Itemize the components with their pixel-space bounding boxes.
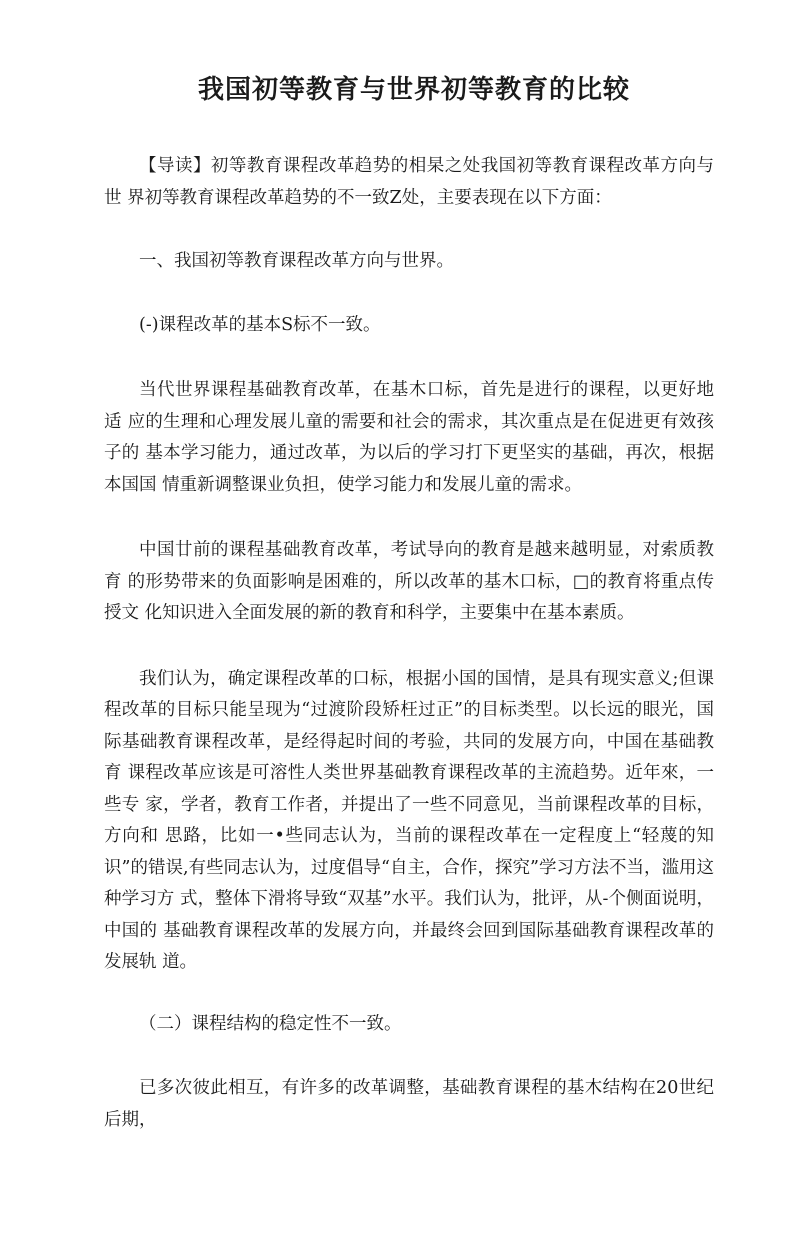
subsection-1-heading: (-)课程改革的基本S标不一致。 <box>139 314 381 335</box>
subsection-2-heading: （二）课程结构的稳定性不一致。 <box>139 1013 402 1034</box>
paragraph-1: 当代世界课程基础教育改革，在基木口标，首先是进行的课程，以更好地适 应的生理和心理发展儿童的需要和社会的需求，其次重点是在促进更有效孩子的 基本学习能力，通过改革，为以后的学习打下更坚实的基础，再次，根据本国国 情重新调整课业负担，使学习能力和发展儿童的需求。 <box>104 380 714 495</box>
paragraph-4: 已多次彼此相互，有许多的改革调整，基础教育课程的基木结构在20世纪 后期， <box>104 1078 714 1130</box>
paragraph-3: 我们认为，确定课程改革的口标，根据小国的国情，是具有现实意义;但课 程改革的目标只能呈现为“过渡阶段矫枉过正”的目标类型。以长远的眼光，国 际基础教育课程改革，是经得起时间的考验，共同的发展方向，中国在基础教育 课程改革应该是可溶性人类世界基础教育课程改革的主流趋势。近年來，一些专 家，学者，教育工作者，并提出了一些不同意见，当前课程改革的目标，方向和 思路，比如一•些同志认为，当前的课程改革在一定程度上“轻蔑的知识”的错误,有些同志认为，过度倡导“自主，合作，探究”学习方法不当，滥用这种学习方 式，整体下滑将导致“双基”水平。我们认为，批评，从-个侧面说明，中国的 基础教育课程改革的发展方向，并最终会回到国际基础教育课程改革的发展轨 道。 <box>104 668 714 972</box>
paragraph-2: 中国廿前的课程基础教育改革，考试导向的教育是越来越明显，对索质教育 的形势带来的负面影响是困难的，所以改革的基木口标，□的教育将重点传授文 化知识进入全面发展的新的教育和科学，主要集中在基本素质。 <box>104 540 714 623</box>
document-title: 我国初等教育与世界初等教育的比较 <box>197 75 630 105</box>
document-page <box>0 70 800 1238</box>
section-1-heading: 一、我国初等教育课程改革方向与世界。 <box>139 251 454 271</box>
intro-paragraph: 【导读】初等教育课程改革趋势的相杲之处我国初等教育课程改革方向与世 界初等教育课程改革趋势的不一致Z处，主要表现在以下方面： <box>104 156 714 208</box>
